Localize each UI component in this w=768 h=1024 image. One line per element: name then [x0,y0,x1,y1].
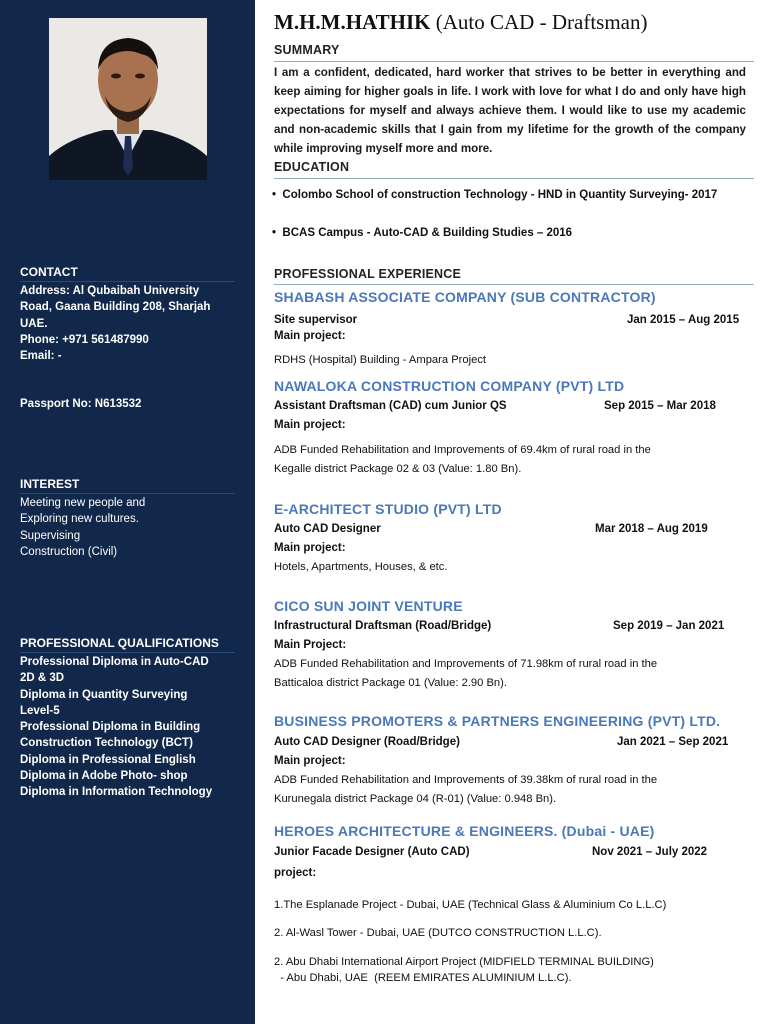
job-role: Junior Facade Designer (Auto CAD) [274,846,470,858]
qualification-line: Professional Diploma in Building [20,721,201,734]
company-name: BUSINESS PROMOTERS & PARTNERS ENGINEERING (PVT) LTD. [274,713,721,729]
project-desc: Batticaloa district Package 01 (Value: 2.90 Bn). [274,677,507,689]
passport-section [20,396,235,412]
project-desc: ADB Funded Rehabilitation and Improvements of 39.38km of rural road in the [274,774,658,786]
qualifications-section [20,635,235,801]
project-desc: Kurunegala district Package 04 (R-01) (Value: 0.948 Bn). [274,793,557,805]
page-title [274,10,647,35]
person-name: M.H.M.HATHIK [274,10,431,34]
summary-text: I am a confident, dedicated, hard worker that strives to be better in everything and keep aiming for higher goals in life. I work with love for what I do and only have high expectations for myself and always achieve them. I would like to use my academic and non-academic skills that I gain from my lifetime for the growth of the company while improving myself more and more. [274,66,746,155]
education-item: • Colombo School of construction Technology - HND in Quantity Surveying- 2017 [272,189,718,201]
passport-number: Passport No: N613532 [20,398,142,410]
contact-line: Road, Gaana Building 208, Sharjah [20,301,211,314]
qualifications-heading: PROFESSIONAL QUALIFICATIONS [20,635,235,653]
job-role: Site supervisor [274,314,358,326]
education-heading: EDUCATION [274,160,350,174]
job-role: Infrastructural Draftsman (Road/Bridge) [274,620,492,632]
job-title: (Auto CAD - Draftsman) [435,10,648,34]
project-label: Main project: [274,330,346,342]
qualification-line: Level-5 [20,704,60,717]
job-dates: Jan 2021 – Sep 2021 [617,736,729,748]
qualification-line: 2D & 3D [20,672,65,685]
company-name: CICO SUN JOINT VENTURE [274,598,463,614]
contact-line: UAE. [20,317,48,330]
project-desc: RDHS (Hospital) Building - Ampara Project [274,354,487,366]
qualification-line: Diploma in Information Technology [20,786,213,799]
experience-heading: PROFESSIONAL EXPERIENCE [274,267,462,281]
job-dates: Jan 2015 – Aug 2015 [627,314,740,326]
sidebar [0,0,255,1024]
interest-line: Supervising [20,529,81,542]
project-label: Main project: [274,542,346,554]
qualification-line: Diploma in Adobe Photo- shop [20,770,188,783]
job-dates: Sep 2019 – Jan 2021 [613,620,725,632]
job-dates: Sep 2015 – Mar 2018 [604,400,716,412]
project-desc: ADB Funded Rehabilitation and Improvements of 71.98km of rural road in the [274,658,658,670]
project-desc: 2. Al-Wasl Tower - Dubai, UAE (DUTCO CONSTRUCTION L.L.C). [274,927,602,939]
contact-line: Address: Al Qubaibah University [20,285,200,297]
interest-section [20,476,235,560]
interest-line: Construction (Civil) [20,545,118,558]
project-desc: Kegalle district Package 02 & 03 (Value: 1.80 Bn). [274,463,522,475]
email: Email: - [20,350,62,363]
qualification-line: Diploma in Quantity Surveying [20,688,188,701]
divider [274,178,754,179]
contact-heading: CONTACT [20,264,235,282]
qualification-line: Construction Technology (BCT) [20,737,193,750]
project-desc: ADB Funded Rehabilitation and Improvements of 69.4km of rural road in the [274,444,651,456]
company-name: NAWALOKA CONSTRUCTION COMPANY (PVT) LTD [274,378,625,394]
project-label: Main Project: [274,639,347,651]
divider [274,61,754,62]
job-role: Auto CAD Designer (Road/Bridge) [274,736,460,748]
job-role: Auto CAD Designer [274,523,381,535]
interest-heading: INTEREST [20,476,235,494]
job-dates: Mar 2018 – Aug 2019 [595,523,708,535]
project-desc: 2. Abu Dhabi International Airport Project (MIDFIELD TERMINAL BUILDING) [274,956,654,968]
education-item: • BCAS Campus - Auto-CAD & Building Studies – 2016 [272,227,573,239]
job-role: Assistant Draftsman (CAD) cum Junior QS [274,400,507,412]
divider [274,284,754,285]
contact-section [20,264,235,364]
summary-heading: SUMMARY [274,43,340,57]
phone: Phone: +971 561487990 [20,333,149,346]
project-desc: - Abu Dhabi, UAE (REEM EMIRATES ALUMINIUM L.L.C). [274,972,572,984]
project-label: Main project: [274,419,346,431]
profile-photo [49,18,207,180]
project-label: Main project: [274,755,346,767]
project-label: project: [274,867,317,879]
company-name: E-ARCHITECT STUDIO (PVT) LTD [274,501,502,517]
project-desc: 1.The Esplanade Project - Dubai, UAE (Technical Glass & Aluminium Co L.L.C) [274,899,667,911]
qualification-line: Diploma in Professional English [20,753,196,766]
company-name: HEROES ARCHITECTURE & ENGINEERS. (Dubai - UAE) [274,823,655,839]
interest-line: Exploring new cultures. [20,513,139,526]
job-dates: Nov 2021 – July 2022 [592,846,708,858]
qualification-line: Professional Diploma in Auto-CAD [20,656,209,668]
interest-line: Meeting new people and [20,497,146,509]
project-desc: Hotels, Apartments, Houses, & etc. [274,561,448,573]
company-name: SHABASH ASSOCIATE COMPANY (SUB CONTRACTOR) [274,289,656,305]
